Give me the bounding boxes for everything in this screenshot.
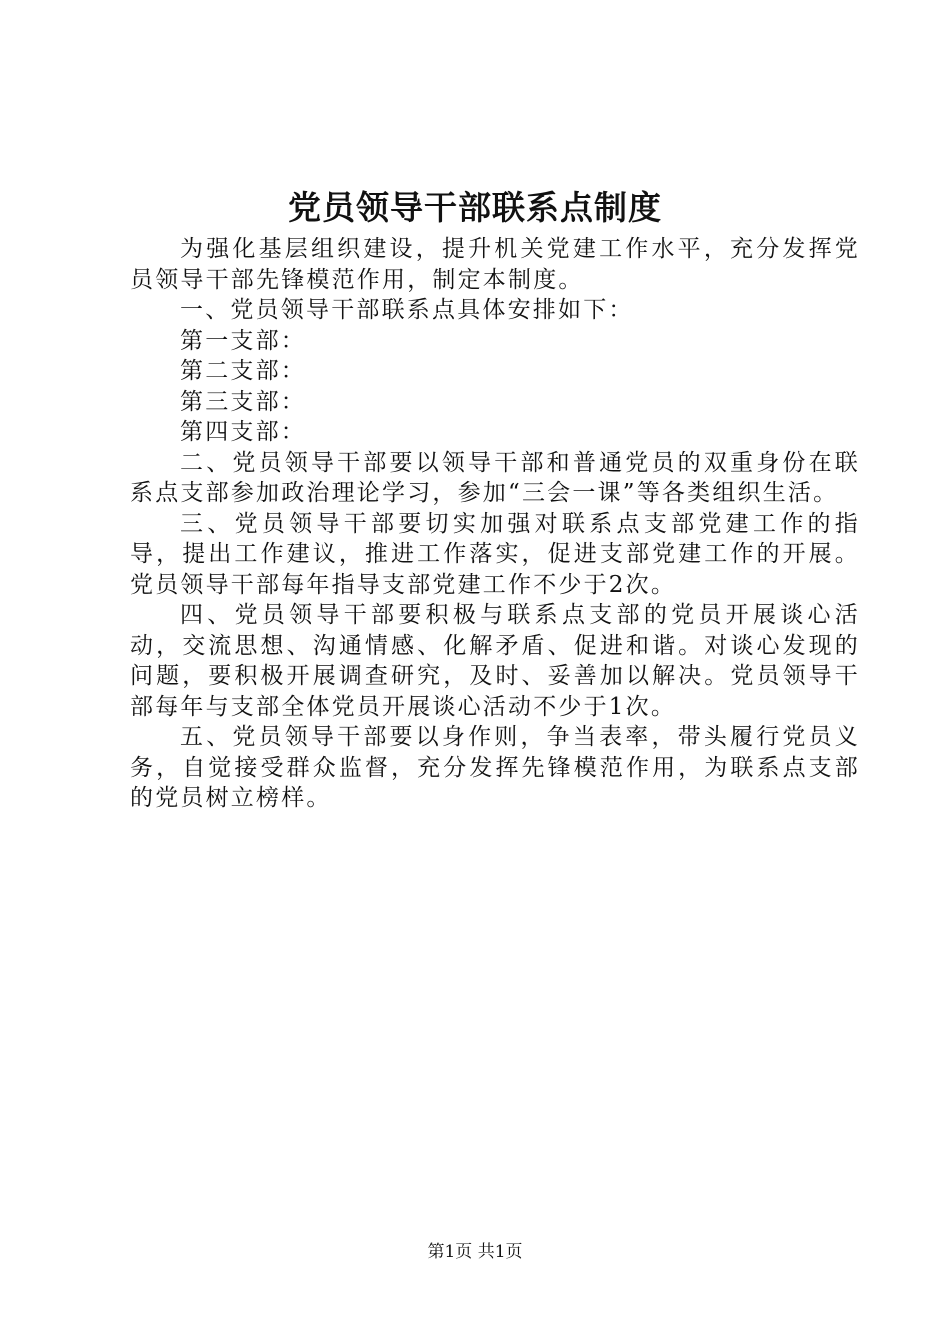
page-footer: 第1页 共1页 [427,1242,523,1262]
section-one-heading: 一、党员领导干部联系点具体安排如下： [180,297,634,323]
section-two-paragraph: 二、党员领导干部要以领导干部和普通党员的双重身份在联系点支部参加政治理论学习，参加“三会一课”等各类组织生活。 [130,449,860,506]
section-three-paragraph: 三、党员领导干部要切实加强对联系点支部党建工作的指导，提出工作建议，推进工作落实，促进支部党建工作的开展。党员领导干部每年指导支部党建工作不少于2次。 [130,510,860,598]
branch-one-line: 第一支部： [180,327,306,354]
document-body [130,234,860,814]
branch-two-line: 第二支部： [180,358,306,384]
intro-paragraph: 为强化基层组织建设，提升机关党建工作水平，充分发挥党员领导干部先锋模范作用，制定本制度。 [130,236,860,293]
branch-three-line: 第三支部： [180,388,306,415]
branch-four-line: 第四支部： [180,419,306,445]
section-five-paragraph: 五、党员领导干部要以身作则，争当表率，带头履行党员义务，自觉接受群众监督，充分发挥先锋模范作用，为联系点支部的党员树立榜样。 [130,724,860,811]
document-title: 党员领导干部联系点制度 [288,188,662,227]
section-four-paragraph: 四、党员领导干部要积极与联系点支部的党员开展谈心活动，交流思想、沟通情感、化解矛盾、促进和谐。对谈心发现的问题，要积极开展调查研究，及时、妥善加以解决。党员领导干部每年与支部全体党员开展谈心活动不少于1次。 [130,602,860,720]
